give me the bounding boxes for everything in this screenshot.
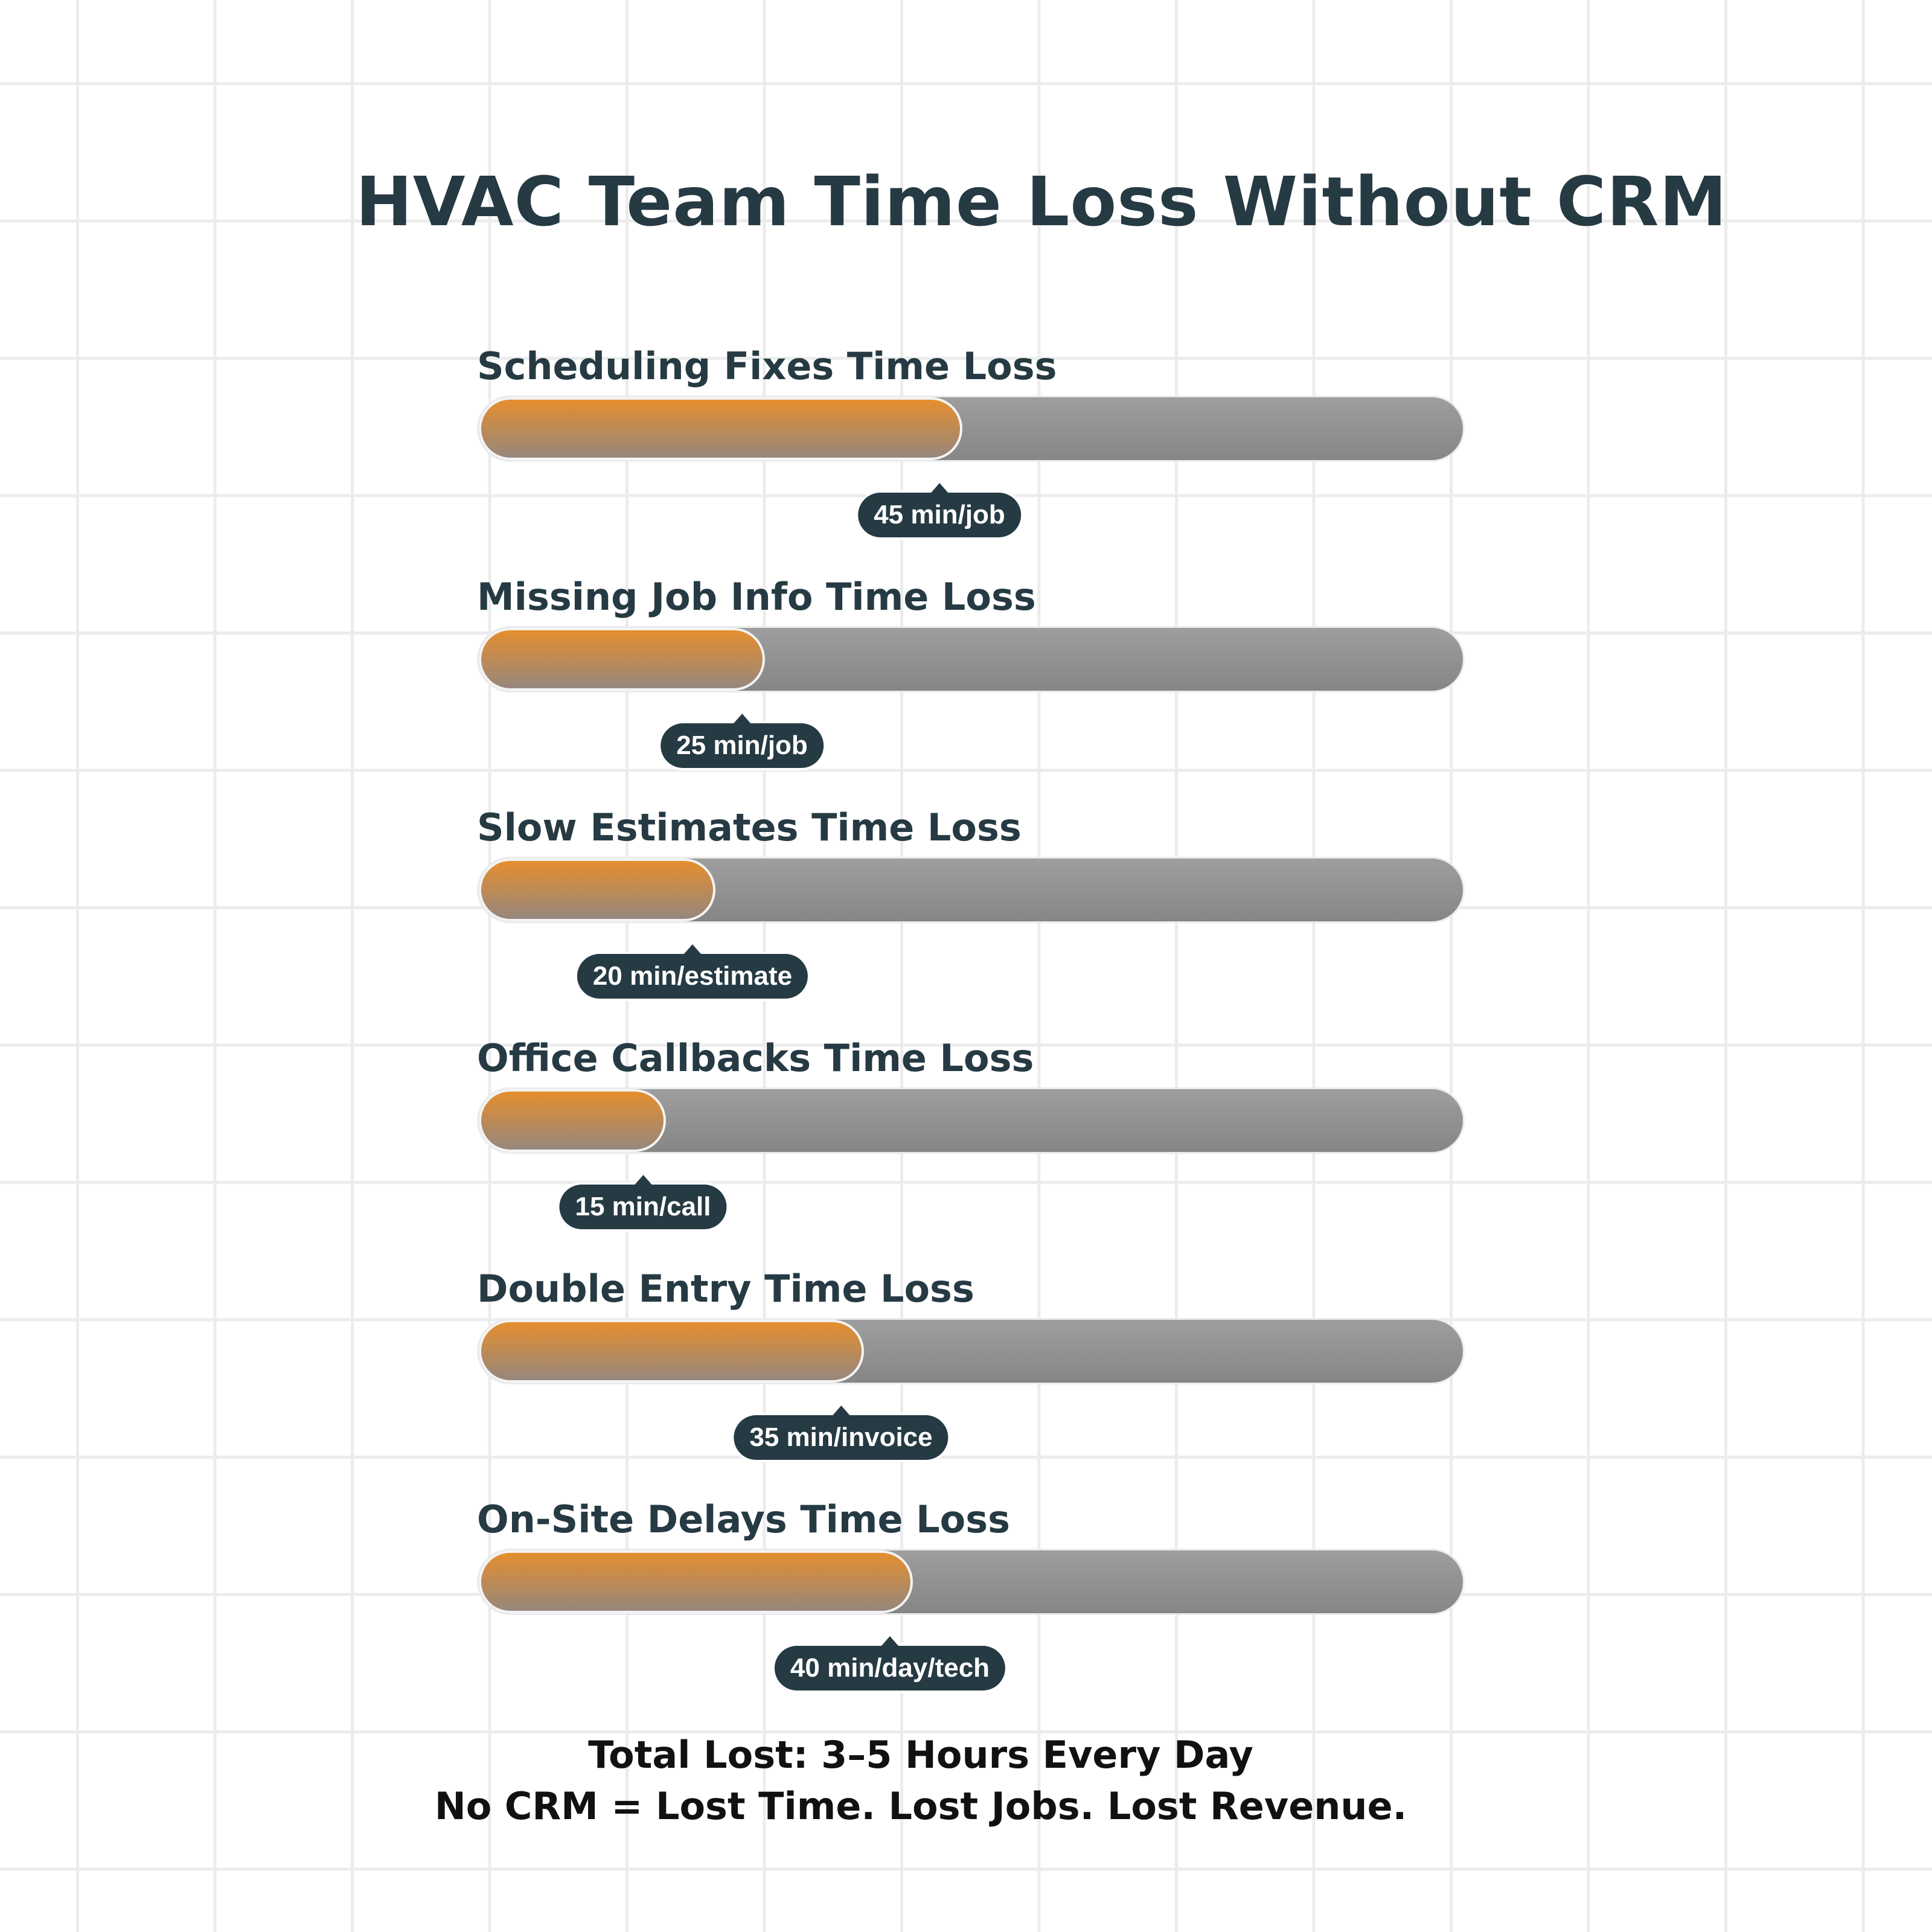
bar-value-label: 35 min/invoice [734, 1415, 948, 1460]
bar-fill [479, 397, 962, 460]
bar-track [477, 1318, 1465, 1384]
bar-fill [479, 628, 765, 691]
bar-fill [479, 1089, 666, 1152]
bar-label: Office Callbacks Time Loss [477, 1036, 1034, 1080]
bar-track [477, 857, 1465, 923]
bar-label: Missing Job Info Time Loss [477, 575, 1036, 619]
bar-track [477, 395, 1465, 462]
bar-label: Scheduling Fixes Time Loss [477, 344, 1057, 388]
bar-fill [479, 859, 715, 921]
bar-track [477, 1087, 1465, 1154]
footer-total: Total Lost: 3–5 Hours Every Day [588, 1733, 1253, 1777]
bar-value-label: 45 min/job [858, 493, 1021, 537]
chart-title: HVAC Team Time Loss Without CRM [356, 163, 1727, 242]
bar-value-label: 40 min/day/tech [775, 1646, 1005, 1690]
bar-track [477, 1549, 1465, 1615]
bar-fill [479, 1320, 864, 1383]
bar-label: On-Site Delays Time Loss [477, 1497, 1011, 1541]
bar-fill [479, 1550, 913, 1613]
bar-label: Slow Estimates Time Loss [477, 805, 1022, 849]
bar-value-label: 25 min/job [661, 723, 824, 768]
footer-tagline: No CRM = Lost Time. Lost Jobs. Lost Revenue. [434, 1784, 1407, 1828]
bar-label: Double Entry Time Loss [477, 1267, 974, 1311]
bar-value-label: 20 min/estimate [577, 954, 808, 999]
bar-track [477, 626, 1465, 693]
bar-value-label: 15 min/call [559, 1185, 726, 1229]
